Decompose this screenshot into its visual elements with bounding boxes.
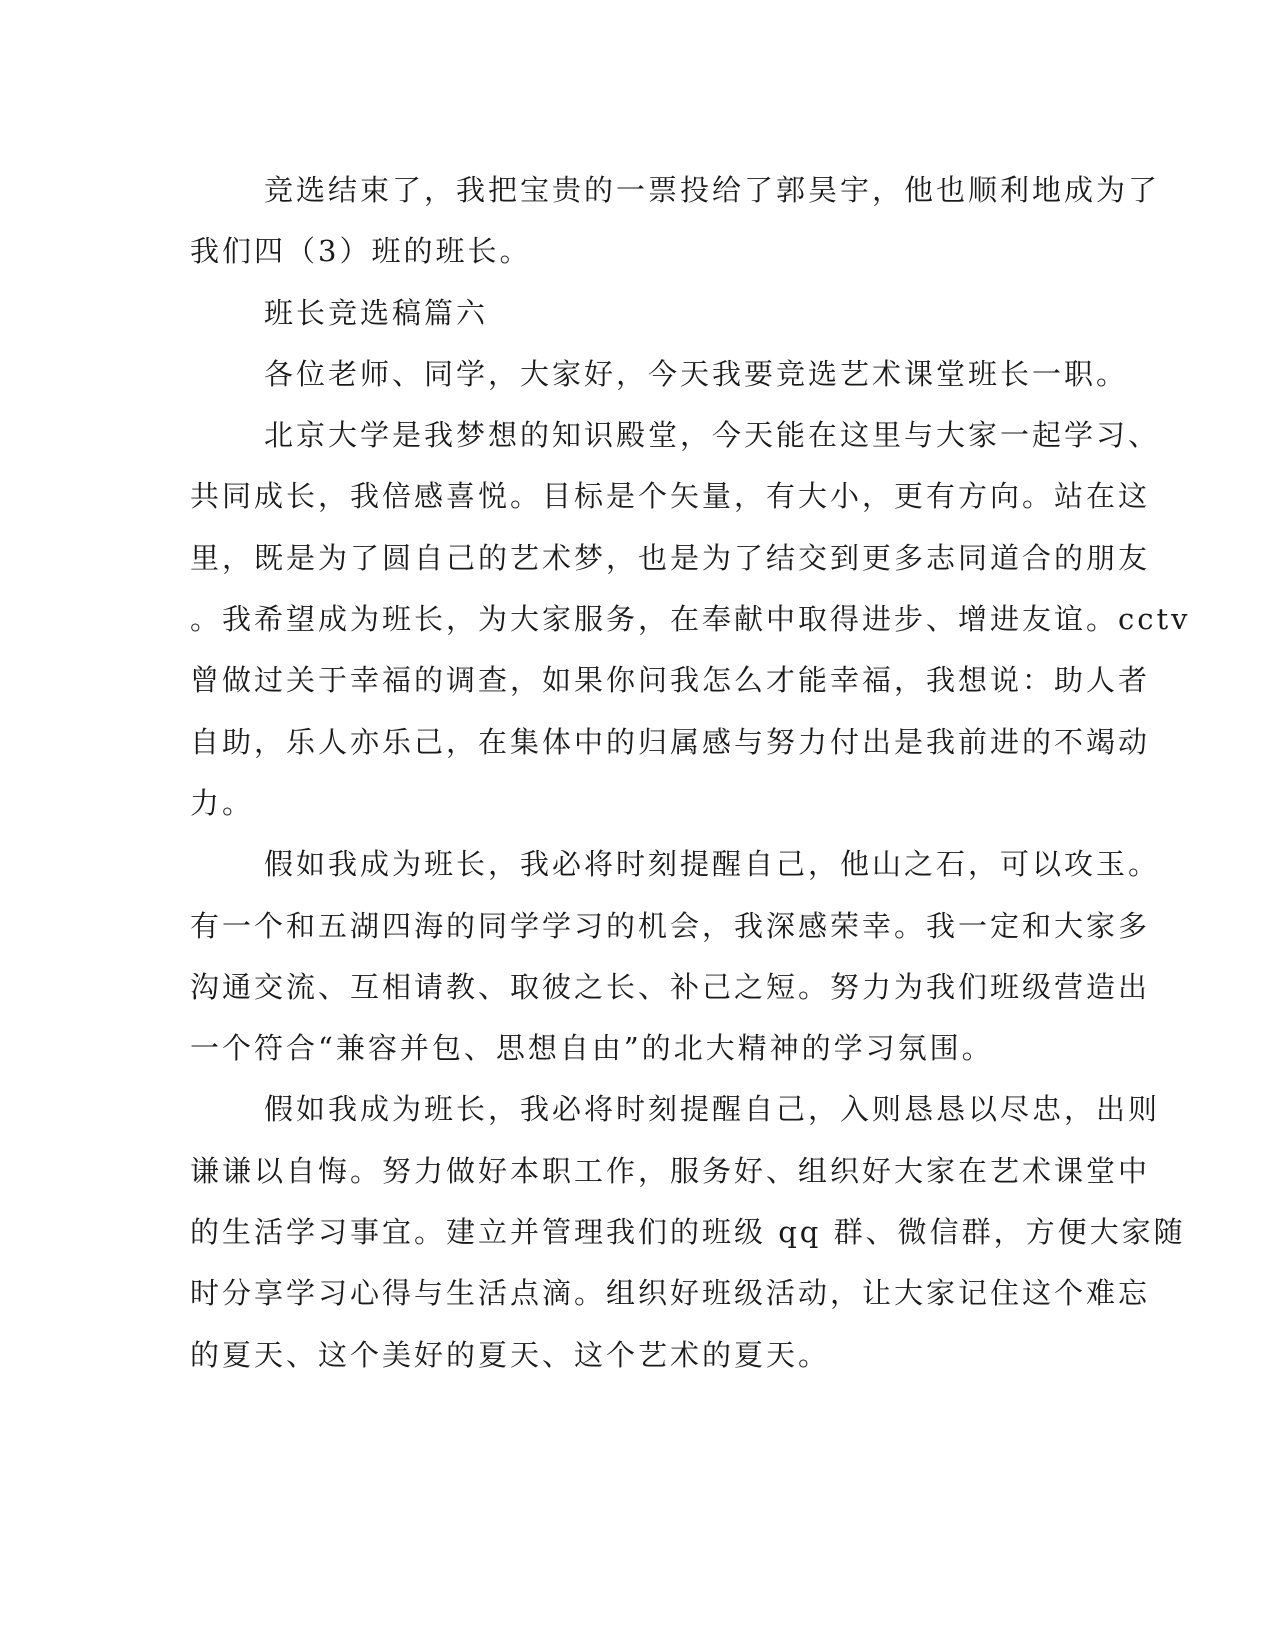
paragraph-learning-pledge <box>190 834 1161 1079</box>
text-line: 力。 <box>190 785 255 820</box>
text-line: 的生活学习事宜。建立并管理我们的班级 qq 群、微信群，方便大家随 <box>190 1215 1186 1250</box>
paragraph-election-result <box>190 160 1161 283</box>
text-line: 各位老师、同学，大家好，今天我要竞选艺术课堂班长一职。 <box>264 356 1129 391</box>
text-line: 里，既是为了圆自己的艺术梦，也是为了结交到更多志同道合的朋友 <box>190 540 1151 575</box>
text-line: 竞选结束了，我把宝贵的一票投给了郭昊宇，他也顺利地成为了 <box>264 173 1161 207</box>
text-line: 共同成长，我倍感喜悦。目标是个矢量，有大小，更有方向。站在这 <box>190 479 1151 514</box>
text-line: 沟通交流、互相请教、取彼之长、补己之短。努力为我们班级营造出 <box>190 969 1151 1004</box>
paragraph-greeting <box>190 344 1129 405</box>
heading-text: 班长竞选稿篇六 <box>264 295 489 330</box>
text-line: 谦谦以自悔。努力做好本职工作，服务好、组织好大家在艺术课堂中 <box>190 1153 1151 1188</box>
text-line: 。我希望成为班长，为大家服务，在奉献中取得进步、增进友谊。cctv <box>190 602 1191 637</box>
text-line: 有一个和五湖四海的同学学习的机会，我深感荣幸。我一定和大家多 <box>190 908 1151 943</box>
text-line: 一个符合“兼容并包、思想自由”的北大精神的学习氛围。 <box>190 1031 994 1066</box>
document-body <box>190 160 1191 1386</box>
section-heading <box>190 283 1080 344</box>
paragraph-service-pledge <box>190 1079 1186 1385</box>
text-line: 时分享学习心得与生活点滴。组织好班级活动，让大家记住这个难忘 <box>190 1276 1151 1311</box>
text-line: 曾做过关于幸福的调查，如果你问我怎么才能幸福，我想说：助人者 <box>190 663 1151 698</box>
text-line: 自助，乐人亦乐己，在集体中的归属感与努力付出是我前进的不竭动 <box>190 724 1151 759</box>
text-line: 假如我成为班长，我必将时刻提醒自己，他山之石，可以攻玉。 <box>264 847 1161 882</box>
text-line: 的夏天、这个美好的夏天、这个艺术的夏天。 <box>190 1337 831 1372</box>
text-line: 北京大学是我梦想的知识殿堂，今天能在这里与大家一起学习、 <box>264 418 1161 453</box>
text-line: 我们四（3）班的班长。 <box>190 234 532 269</box>
paragraph-peking-university <box>190 405 1191 834</box>
text-line: 假如我成为班长，我必将时刻提醒自己，入则恳恳以尽忠，出则 <box>264 1092 1161 1127</box>
